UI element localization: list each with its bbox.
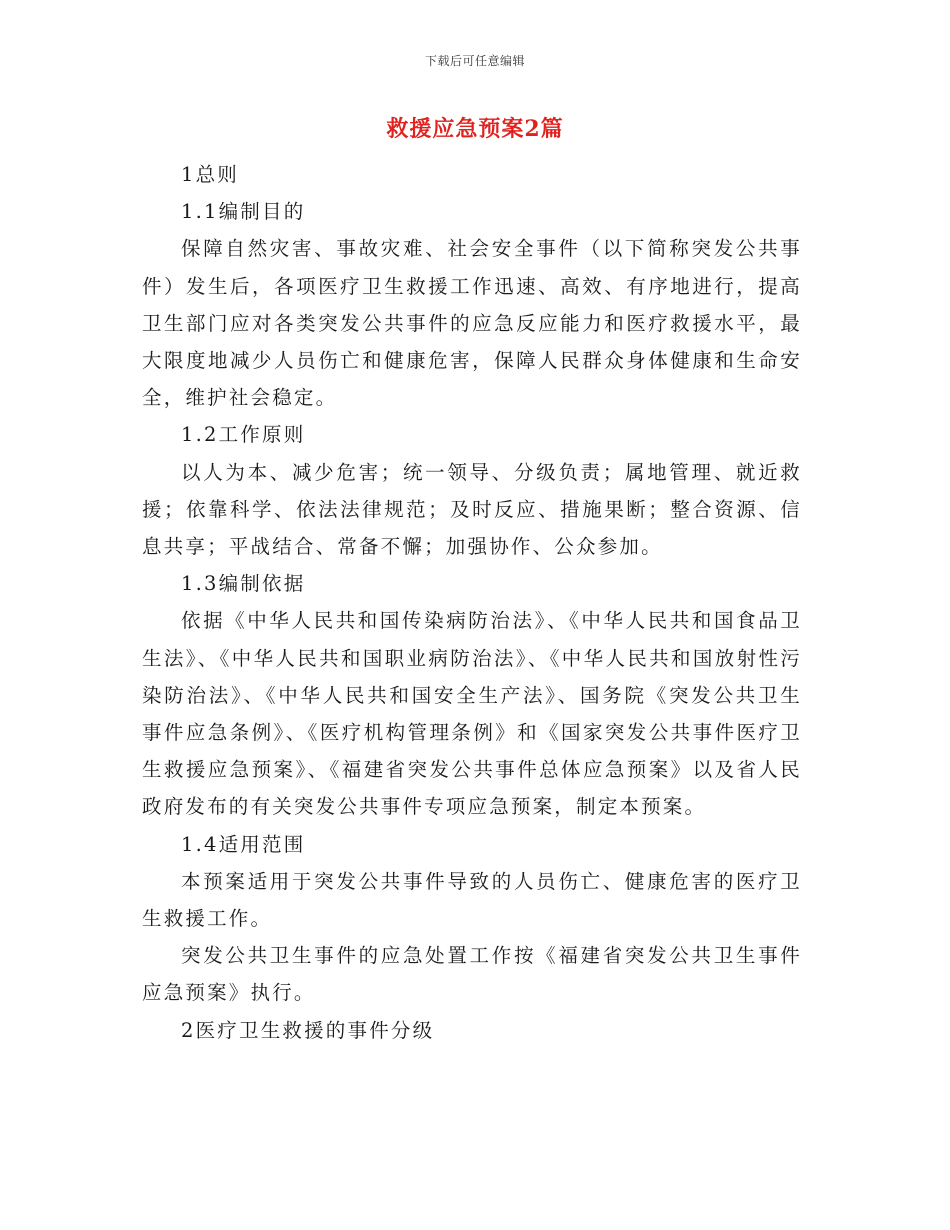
document-body (142, 156, 802, 1049)
paragraph-working-principles: 以人为本、减少危害；统一领导、分级负责；属地管理、就近救援；依靠科学、依法法律规范；及时反应、措施果断；整合资源、信息共享；平战结合、常备不懈；加强协作、公众参加。 (142, 460, 802, 559)
heading-event-grading: 2医疗卫生救援的事件分级 (181, 1018, 435, 1042)
paragraph-scope: 本预案适用于突发公共事件导致的人员伤亡、健康危害的医疗卫生救援工作。 (142, 869, 802, 931)
document-title: 救援应急预案2篇 (386, 116, 564, 142)
paragraph-basis: 依据《中华人民共和国传染病防治法》、《中华人民共和国食品卫生法》、《中华人民共和国职业病防治法》、《中华人民共和国放射性污染防治法》、《中华人民共和国安全生产法》、国务院《突发公共卫生事件应急条例》、《医疗机构管理条例》和《国家突发公共事件医疗卫生救援应急预案》、《福建省突发公共事件总体应急预案》以及省人民政府发布的有关突发公共事件专项应急预案，制定本预案。 (142, 609, 802, 819)
paragraph-scope-public-health: 突发公共卫生事件的应急处置工作按《福建省突发公共卫生事件应急预案》执行。 (142, 944, 802, 1005)
page-header: 下载后可任意编辑 (424, 54, 525, 68)
heading-working-principles: 1.2工作原则 (181, 423, 306, 447)
heading-basis: 1.3编制依据 (181, 572, 306, 596)
heading-purpose: 1.1编制目的 (181, 200, 306, 224)
paragraph-purpose: 保障自然灾害、事故灾难、社会安全事件（以下简称突发公共事件）发生后，各项医疗卫生救援工作迅速、高效、有序地进行，提高卫生部门应对各类突发公共事件的应急反应能力和医疗救援水平，最大限度地减少人员伤亡和健康危害，保障人民群众身体健康和生命安全，维护社会稳定。 (142, 237, 802, 410)
heading-scope: 1.4适用范围 (181, 832, 306, 856)
heading-general-principles: 1总则 (181, 163, 240, 186)
